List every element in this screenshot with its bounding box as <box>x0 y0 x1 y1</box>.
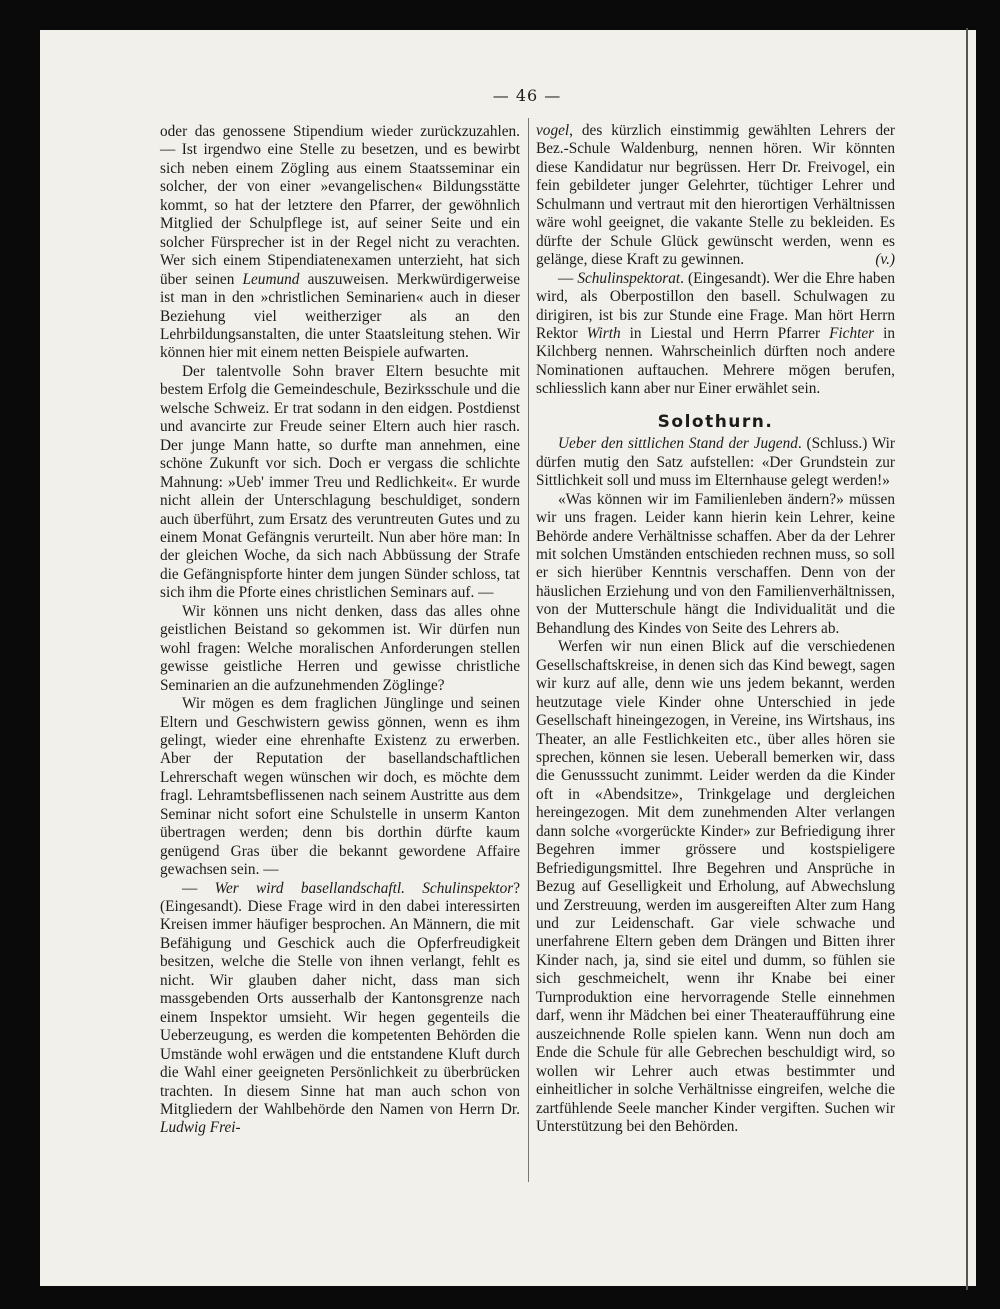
italic-text: vogel <box>536 122 570 139</box>
right-column <box>536 122 895 1136</box>
text-run: in Kilchberg nennen. Wahrscheinlich dürften noch andere Nominationen auftauchen. Mehrere mögen berufen, schliesslich kann aber nur Einer erwählet sein. <box>536 324 895 398</box>
column-divider <box>528 118 529 1182</box>
page-edge <box>966 28 968 1290</box>
text-run: Werfen wir nun einen Blick auf die verschiedenen Gesellschaftskreise, in denen sich das Kind bewegt, sagen wir kurz auf alle, denn wie uns jedem bekannt, werden heutzutage viele Kinder ohne Unterschied in jede Gesellschaft hineingezogen, in Vereine, ins Wirtshaus, ins Theater, an alle Festlichkeiten etc., über alles hören sie sprechen, können sie lesen. Ueberall bemerken wir, dass die Genusssucht zunimmt. Leider werden da die Kinder oft in «Abendsitze», Trinkgelage und dergleichen hereingezogen. Mit dem zunehmenden Alter verlangen dann solche «vorgerückte Kinder» zur Befriedigung ihrer Begehren immer grössere und kostspieligere Befriedigungsmittel. Ihre Begehren und Ansprüche in Bezug auf Geselligkeit und Erholung, auf Abwechslung und Zerstreuung, werden im ausgereiften Alter zum Hang und zur Leidenschaft. Gar viele schwache und unerfahrene Eltern geben dem Drängen und Bitten ihrer Kinder nach, ja, sind sie eitel und dumm, so fühlen sie sich geschmeichelt, wenn ihr Knabe bei einer Turnproduktion eine hervorragende Stelle einnehmen darf, wenn ihr Mädchen bei einer Theateraufführung eine auszeichnende Rolle spielen kann. Wenn nun doch am Ende die Schule für alle Gebrechen beschuldigt wird, so wollen wir Lehrer auch etwas bestimmter und einheitlicher in solche Verhältnisse eingreifen, welche die zartfühlende Seele mancher Kinder vergiften. Suchen wir Unterstützung bei den Behörden. <box>536 638 895 1136</box>
paragraph <box>536 491 895 639</box>
text-run: — <box>182 879 215 897</box>
text-run: in Liestal und Herrn Pfarrer <box>620 324 830 342</box>
paragraph <box>536 638 895 1136</box>
text-run: — <box>558 269 578 287</box>
paragraph <box>160 123 520 363</box>
page-number: — 46 — <box>492 86 562 105</box>
text-run: . (Schluss.) Wir dürfen mutig den Satz aufstellen: «Der Grundstein zur Sittlichkeit soll und muss im Elternhause gelegt werden!» <box>536 435 896 490</box>
text-run: Der talentvolle Sohn braver Eltern besuchte mit bestem Erfolg die Gemeindeschule, Bezirksschule und die welsche Schweiz. Er trat sodann in den eidgen. Postdienst und avancirte zur Freude seiner Eltern auch hier rasch. Der junge Mann hatte, so durfte man annehmen, eine schöne Zukunft vor sich. Doch er vergass die schlichte Mahnung: »Ueb' immer Treu und Redlichkeit«. Er wurde nicht allein der Unterschlagung beschuldiget, sondern auch überführt, zum Ersatz des veruntreuten Gutes und zu einem Monat Gefängnis verurteilt. Nun aber höre man: In der gleichen Woche, da sich nach Abbüssung der Strafe die Gefängnispforte hinter dem jungen Sünder schloss, tat sich ihm die Pforte eines christlichen Seminars auf. — <box>160 362 520 602</box>
italic-text: Leumund <box>242 270 300 288</box>
text-run: . (Eingesandt). Wer die Ehre haben wird, als Oberpostillon den basell. Schulwagen zu dirigiren, ist bis zur Stunde eine Frage. Man hört Herrn Rektor <box>536 269 895 342</box>
text-run: Wir können uns nicht denken, dass das alles ohne geistlichen Beistand so gekommen ist. Wir dürfen nun wohl fragen: Welche moralischen Anforderungen stellen gewisse geistliche Herren und gewisse christliche Seminarien an die aufzunehmenden Zöglinge? <box>160 602 520 694</box>
text-run: ? (Eingesandt). Diese Frage wird in den dabei interessirten Kreisen immer häufiger besprochen. An Männern, die mit Befähigung und Geschick auch die Opferfreudigkeit besitzen, welche die Stelle von ihnen verlangt, fehlt es nicht. Wir glauben daher nicht, dass man sich massgebenden Orts ausserhalb der Kantonsgrenze nach einem Inspektor umsieht. Wir hegen gegenteils die Ueberzeugung, es werden die kompetenten Behörden die Umstände wohl erwägen und die entstandene Kluft durch die Wahl einer geeigneten Persönlichkeit zu überbrücken trachten. In diesem Sinne hat man auch schon von Mitgliedern der Wahlbehörde den Namen von Herrn Dr. <box>160 879 520 1119</box>
paragraph <box>160 363 520 603</box>
italic-text: Ludwig Frei- <box>160 1119 241 1137</box>
paragraph <box>536 122 895 270</box>
left-column <box>160 123 520 1138</box>
section-heading: Solothurn. <box>657 411 774 432</box>
right-column-bottom <box>536 435 895 1136</box>
text-run: oder das genossene Stipendium wieder zurückzuzahlen. — Ist irgendwo eine Stelle zu besetzen, und es bewirbt sich neben einem Zögling aus einem Staatsseminar ein solcher, der von einer »evangelischen« Bildungsstätte kommt, so hat der letztere den Pfarrer, der gewöhnlich Mitglied der Schulpflege ist, auf seiner Seite und ein solcher Fürsprecher ist in der Regel nicht zu verachten. Wer sich einem Stipendiatenexamen unterzieht, hat sich über seinen <box>160 123 520 288</box>
text-run: Wir mögen es dem fraglichen Jünglinge und seinen Eltern und Geschwistern gewiss gönnen, wenn es ihm gelingt, wieder eine ehrenhafte Existenz zu erwerben. Aber der Reputation der basellandschaftlichen Lehrerschaft wegen wünschen wir doch, es möchte dem fragl. Lehramtsbeflissenen nach seinem Austritte aus dem Seminar nicht sofort eine Schulstelle in unserm Kanton übertragen werden; denn bis dorthin dürfte kaum genügend Gras über die bekannt gewordene Affaire gewachsen sein. — <box>160 695 520 879</box>
right-column-top <box>536 122 895 399</box>
italic-text: Wer wird basellandschaftl. Schulinspektor <box>214 879 514 897</box>
paragraph <box>160 603 520 695</box>
text-run: «Was können wir im Familienleben ändern?» müssen wir uns fragen. Leider kann hierin kein Lehrer, keine Behörde andere Verhältnisse schaffen. Aber da der Lehrer mit solchen Umständen entschieden rechnen muss, so soll er sich hierüber Kenntnis verschaffen. Denn von der häuslichen Erziehung und von den Familienverhältnissen, von der Mutterschule hängt die Individualität und die Behandlung des Kindes von Seite des Lehrers ab. <box>536 490 895 637</box>
paragraph <box>160 880 520 1138</box>
italic-text: Ueber den sittlichen Stand der Jugend <box>558 435 798 453</box>
paragraph <box>160 695 520 880</box>
paragraph <box>536 270 895 399</box>
text-run: auszuweisen. Merkwürdigerweise ist man in den »christlichen Seminarien« auch in dieser Beziehung viel weitherziger als an den Lehrbildungsanstalten, die unter Staatsleitung stehen. Wir können hier mit einem netten Beispiele aufwarten. <box>160 270 520 362</box>
author-signature: (v.) <box>875 251 895 269</box>
text-run: , des kürzlich einstimmig gewählten Lehrers der Bez.-Schule Waldenburg, nennen hören. Wir könnten diese Kandidatur nur begrüssen. Herr Dr. Freivogel, ein fein gebildeter junger Gelehrter, tüchtiger Lehrer und Schulmann und vertraut mit den hierortigen Verhältnissen wäre wohl geeignet, die vakante Stelle zu bekleiden. Es dürfte der Schule Glück gewünscht werden, wenn es gelänge, diese Kraft zu gewinnen. <box>536 122 895 269</box>
paragraph <box>536 435 895 490</box>
italic-text: Fichter <box>829 324 875 342</box>
italic-text: Wirth <box>586 324 621 342</box>
italic-text: Schulinspektorat <box>577 269 681 287</box>
